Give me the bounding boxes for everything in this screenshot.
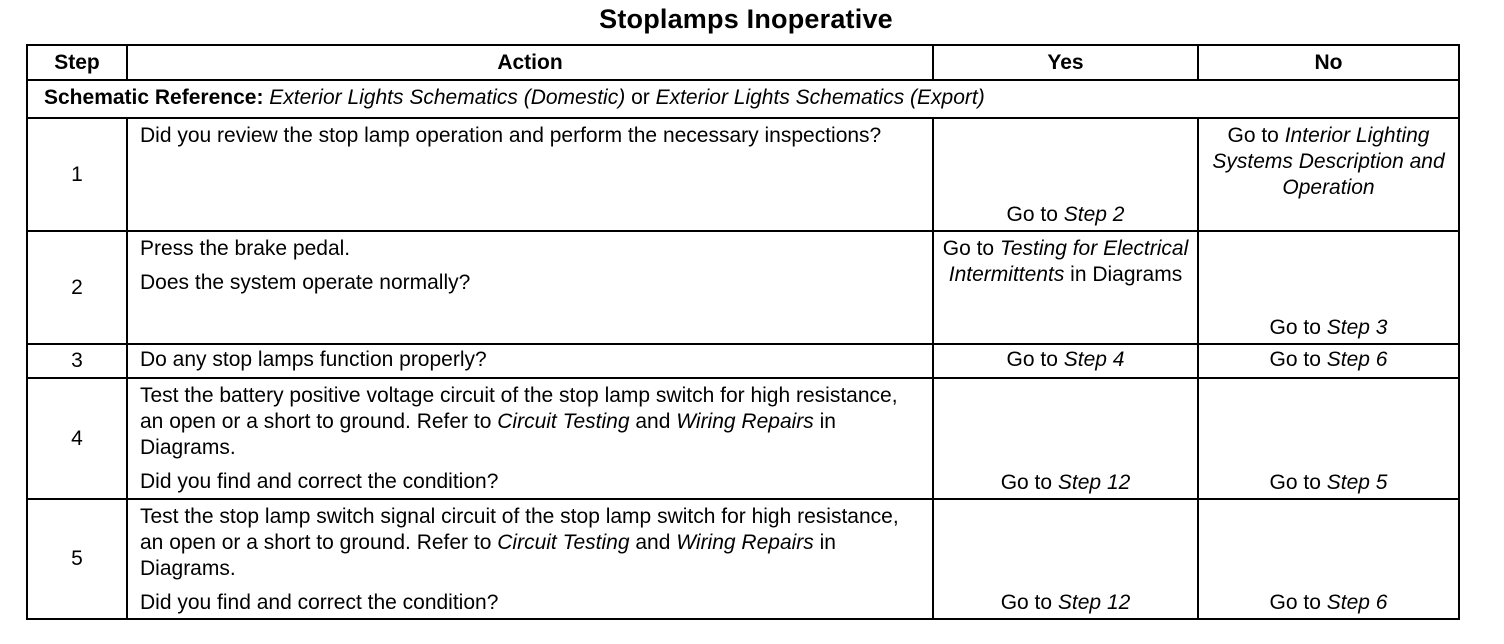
no-link[interactable]: Interior Lighting Systems Description and Operation xyxy=(1212,124,1445,199)
yes-cell: Go to Step 2 xyxy=(933,118,1198,231)
action-cell xyxy=(127,378,933,499)
action-text: Test the battery positive voltage circuit of the stop lamp switch for high resistance, an open or a short to ground. Refer to Circuit Testing and Wiring Repairs in Diagrams. xyxy=(140,384,898,459)
no-cell: Go to Step 3 xyxy=(1198,231,1459,344)
header-no: No xyxy=(1198,45,1459,80)
yes-cell: Go to Testing for Electrical Intermittents in Diagrams xyxy=(933,231,1198,344)
header-action: Action xyxy=(127,45,933,80)
yes-link[interactable]: Step 4 xyxy=(1063,348,1125,371)
no-link[interactable]: Step 6 xyxy=(1326,348,1388,371)
action-text: Did you review the stop lamp operation and perform the necessary inspections? xyxy=(140,124,882,147)
yes-cell: Go to Step 12 xyxy=(933,378,1198,499)
page-title: Stoplamps Inoperative xyxy=(599,4,893,34)
circuit-testing-link[interactable]: Circuit Testing xyxy=(497,531,630,554)
no-link[interactable]: Step 3 xyxy=(1326,316,1388,339)
table-row xyxy=(27,118,1459,231)
header-row xyxy=(27,45,1459,80)
schematic-label: Schematic Reference: xyxy=(44,86,264,109)
wiring-repairs-link[interactable]: Wiring Repairs xyxy=(676,531,814,554)
header-step: Step xyxy=(27,45,127,80)
yes-cell: Go to Step 4 xyxy=(933,344,1198,378)
no-link[interactable]: Step 6 xyxy=(1326,591,1388,614)
table-row xyxy=(27,499,1459,619)
action-text: Test the stop lamp switch signal circuit of the stop lamp switch for high resistance, an open or a short to ground. Refer to Circuit Testing and Wiring Repairs in Diagrams. xyxy=(140,505,899,580)
header-yes: Yes xyxy=(933,45,1198,80)
no-cell: Go to Step 5 xyxy=(1198,378,1459,499)
action-cell xyxy=(127,344,933,378)
action-cell xyxy=(127,118,933,231)
table-row xyxy=(27,231,1459,344)
step-number: 5 xyxy=(27,499,127,619)
yes-link[interactable]: Testing for Electrical Intermittents xyxy=(948,237,1189,286)
schematic-reference xyxy=(27,80,1459,118)
schematic-link-domestic[interactable]: Exterior Lights Schematics (Domestic) xyxy=(269,86,626,109)
action-text: Do any stop lamps function properly? xyxy=(140,348,487,371)
action-question: Does the system operate normally? xyxy=(140,271,471,294)
no-cell: Go to Step 6 xyxy=(1198,344,1459,378)
action-cell xyxy=(127,231,933,344)
step-number: 2 xyxy=(27,231,127,344)
no-link[interactable]: Step 5 xyxy=(1326,471,1388,494)
step-number: 3 xyxy=(27,344,127,378)
table-row xyxy=(27,378,1459,499)
no-cell: Go to Step 6 xyxy=(1198,499,1459,619)
action-question: Did you find and correct the condition? xyxy=(140,470,499,493)
action-cell xyxy=(127,499,933,619)
yes-link[interactable]: Step 12 xyxy=(1057,591,1131,614)
yes-link[interactable]: Step 12 xyxy=(1057,471,1131,494)
action-question: Did you find and correct the condition? xyxy=(140,591,499,614)
schematic-link-export[interactable]: Exterior Lights Schematics (Export) xyxy=(655,86,985,109)
step-number: 1 xyxy=(27,118,127,231)
step-number: 4 xyxy=(27,378,127,499)
diagnostic-table xyxy=(26,44,1460,620)
table-row xyxy=(27,344,1459,378)
action-text: Press the brake pedal. xyxy=(140,237,351,260)
schematic-or: or xyxy=(631,86,650,109)
yes-link[interactable]: Step 2 xyxy=(1063,203,1125,226)
no-cell: Go to Interior Lighting Systems Description and Operation xyxy=(1198,118,1459,231)
circuit-testing-link[interactable]: Circuit Testing xyxy=(497,410,630,433)
schematic-row xyxy=(27,80,1459,118)
wiring-repairs-link[interactable]: Wiring Repairs xyxy=(676,410,814,433)
yes-cell: Go to Step 12 xyxy=(933,499,1198,619)
